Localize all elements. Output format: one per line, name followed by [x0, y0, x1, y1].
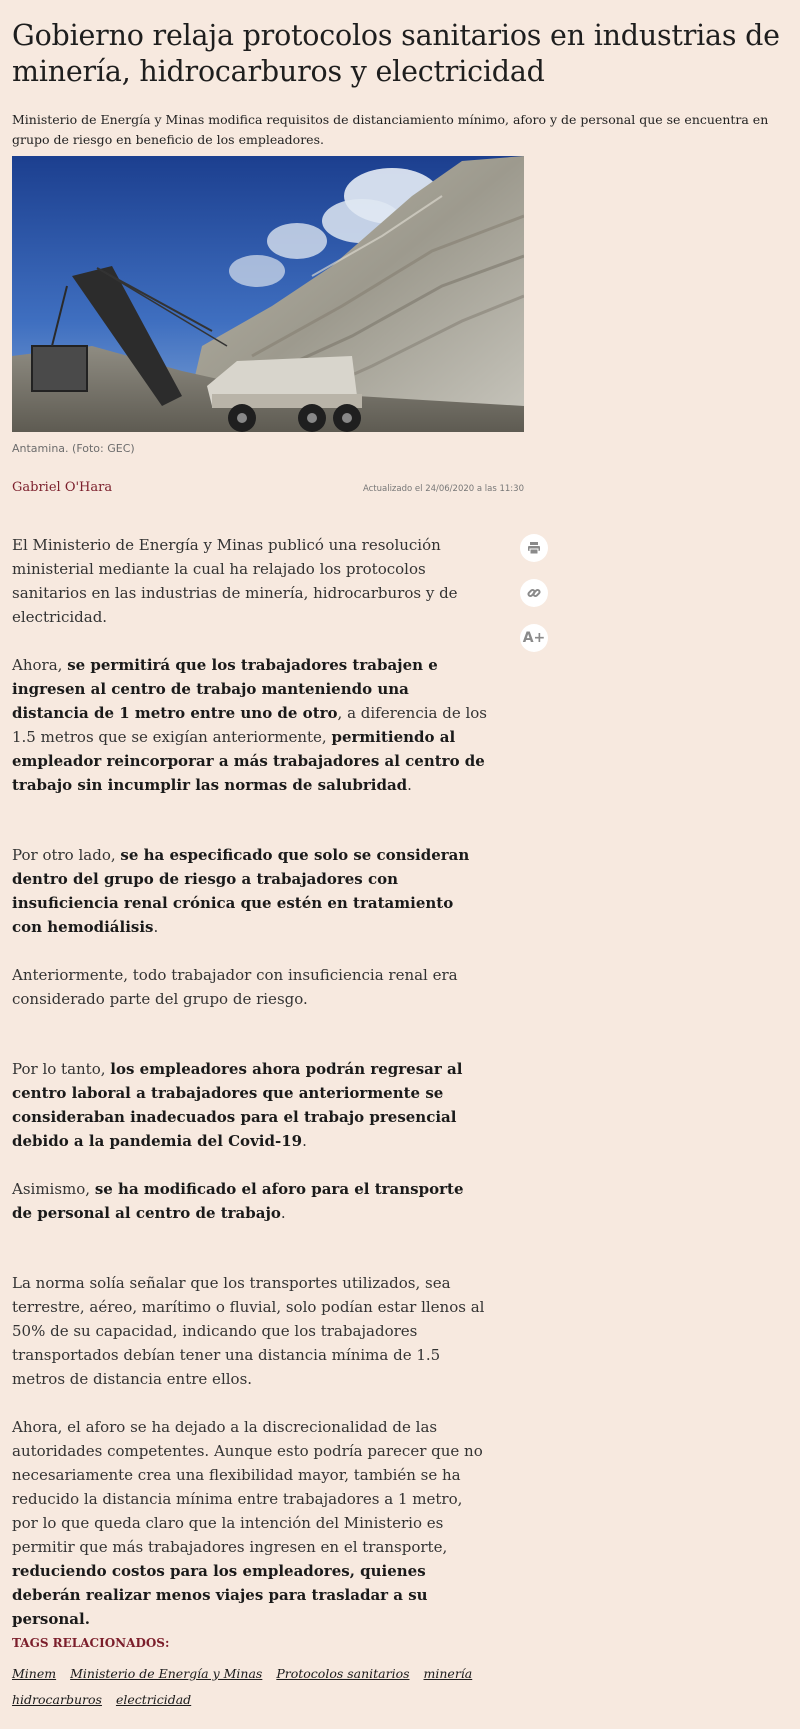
paragraph-7: La norma solía señalar que los transportes utilizados, sea terrestre, aéreo, marítimo o fluvial, solo podían estar llenos al 50% de su capacidad, indicando que los trabajadores transportados debían tener una distancia mínima de 1.5 metros de distancia entre ellos. — [12, 1274, 485, 1388]
byline — [12, 480, 524, 495]
tag-link[interactable]: Ministerio de Energía y Minas — [70, 1666, 263, 1681]
updated-timestamp: Actualizado el 24/06/2020 a las 11:30 — [362, 484, 524, 494]
tag-link[interactable]: Minem — [12, 1666, 57, 1681]
image-caption: Antamina. (Foto: GEC) — [12, 442, 135, 455]
paragraph-5: Por lo tanto, los empleadores ahora podrán regresar al centro laboral a trabajadores que anteriormente se consideraban inadecuados para el trabajo presencial debido a la pandemia del Covid-19. — [12, 1060, 463, 1150]
paragraph-2: Ahora, se permitirá que los trabajadores trabajen e ingresen al centro de trabajo manteniendo una distancia de 1 metro entre uno de otro, a diferencia de los 1.5 metros que se exigían anteriormente, permitiendo al empleador reincorporar a más trabajadores al centro de trabajo sin incumplir las normas de salubridad. — [12, 656, 487, 794]
author-link[interactable]: Gabriel O'Hara — [12, 480, 113, 495]
paragraph-6: Asimismo, se ha modificado el aforo para el transporte de personal al centro de trabajo. — [12, 1180, 464, 1222]
paragraph-1: El Ministerio de Energía y Minas publicó una resolución ministerial mediante la cual ha relajado los protocolos sanitarios en las industrias de minería, hidrocarburos y de electricidad. — [12, 536, 458, 626]
print-icon — [527, 541, 541, 555]
paragraph-8: Ahora, el aforo se ha dejado a la discrecionalidad de las autoridades competentes. Aunque esto podría parecer que no necesariamente crea una flexibilidad mayor, también se ha reducido la distancia mínima entre trabajadores a 1 metro, por lo que queda claro que la intención del Ministerio es permitir que más trabajadores ingresen en el transporte, reduciendo costos para los empleadores, quienes deberán realizar menos viajes para trasladar a su personal. — [12, 1418, 483, 1628]
tags-list — [12, 1661, 512, 1713]
paragraph-3: Por otro lado, se ha especificado que solo se consideran dentro del grupo de riesgo a trabajadores con insuficiencia renal crónica que estén en tratamiento con hemodiálisis. — [12, 846, 470, 936]
print-button[interactable] — [520, 534, 548, 562]
article-tools — [520, 534, 550, 669]
hero-image — [12, 156, 524, 432]
font-size-button[interactable] — [520, 624, 548, 652]
paragraph-4: Anteriormente, todo trabajador con insuficiencia renal era considerado parte del grupo de riesgo. — [12, 966, 458, 1008]
article-body — [12, 533, 488, 1631]
tag-link[interactable]: electricidad — [115, 1692, 192, 1707]
link-icon — [527, 586, 541, 600]
tags-title: TAGS RELACIONADOS: — [12, 1636, 170, 1650]
copy-link-button[interactable] — [520, 579, 548, 607]
tag-link[interactable]: minería — [423, 1666, 473, 1681]
tag-link[interactable]: hidrocarburos — [12, 1692, 102, 1707]
font-size-label: A+ — [522, 630, 546, 646]
article-subtitle: Ministerio de Energía y Minas modifica requisitos de distanciamiento mínimo, aforo y de personal que se encuentra en grupo de riesgo en beneficio de los empleadores. — [12, 112, 769, 147]
tag-link[interactable]: Protocolos sanitarios — [276, 1666, 410, 1681]
article-title: Gobierno relaja protocolos sanitarios en industrias de minería, hidrocarburos y electricidad — [12, 19, 780, 88]
